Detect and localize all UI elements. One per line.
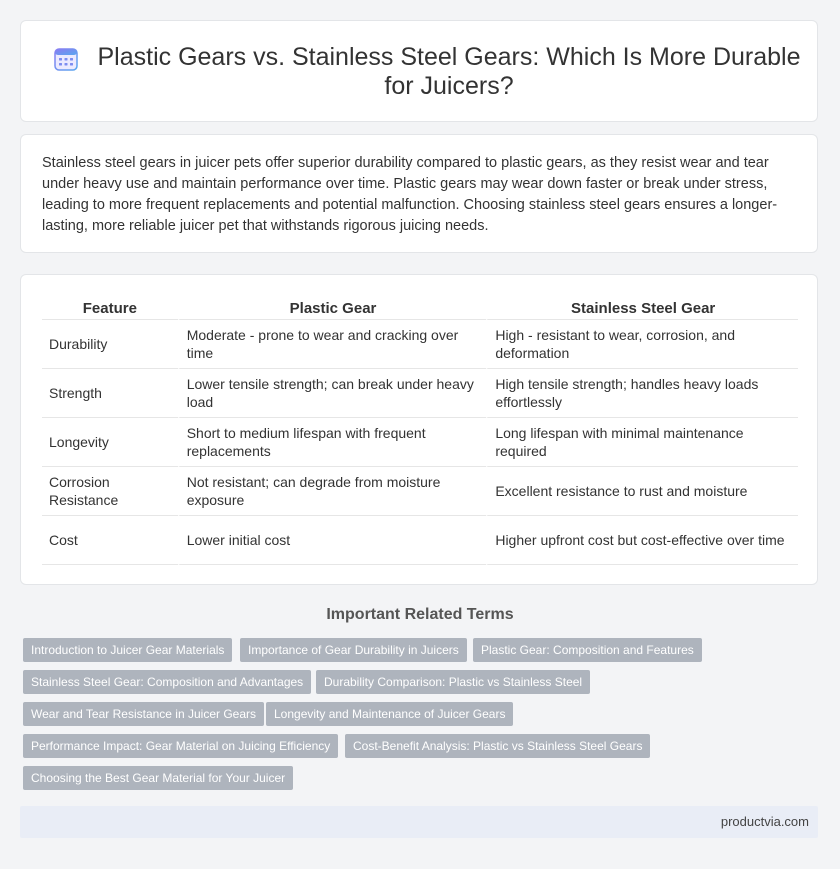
cell-steel: High tensile strength; handles heavy loads effortlessly [486,369,798,418]
cell-feature: Strength [42,369,178,418]
related-term-tag[interactable]: Longevity and Maintenance of Juicer Gears [266,702,513,726]
related-term-tag[interactable]: Stainless Steel Gear: Composition and Advantages [23,670,311,694]
header-stainless-steel-gear: Stainless Steel Gear [486,297,798,320]
calendar-icon [53,46,79,72]
page-title: Plastic Gears vs. Stainless Steel Gears: Which Is More Durable for Juicers? [97,43,801,100]
table-row [42,516,798,565]
table-row [42,467,798,516]
cell-steel: Long lifespan with minimal maintenance required [486,418,798,467]
intro-paragraph: Stainless steel gears in juicer pets offer superior durability compared to plastic gears, as they resist wear and tear under heavy use and maintain performance over time. Plastic gears may wear down faster or break under stress, leading to more frequent replacements and potential malfunction. Choosing stainless steel gears ensures a longer-lasting, more reliable juicer pet that withstands rigorous juicing needs. [42,155,778,234]
related-term-tag[interactable]: Performance Impact: Gear Material on Juicing Efficiency [23,734,338,758]
related-term-tag[interactable]: Durability Comparison: Plastic vs Stainless Steel [316,670,590,694]
cell-steel: High - resistant to wear, corrosion, and deformation [486,320,798,369]
intro-card [20,134,818,253]
cell-plastic: Moderate - prone to wear and cracking over time [178,320,487,369]
related-term-tag[interactable]: Wear and Tear Resistance in Juicer Gears [23,702,264,726]
related-term-tag[interactable]: Importance of Gear Durability in Juicers [240,638,467,662]
cell-plastic: Short to medium lifespan with frequent replacements [178,418,487,467]
cell-plastic: Lower initial cost [178,516,487,565]
related-term-tag[interactable]: Plastic Gear: Composition and Features [473,638,702,662]
table-row [42,320,798,369]
cell-plastic: Lower tensile strength; can break under heavy load [178,369,487,418]
table-row [42,418,798,467]
cell-plastic: Not resistant; can degrade from moisture exposure [178,467,487,516]
related-term-tag[interactable]: Choosing the Best Gear Material for Your Juicer [23,766,293,790]
cell-steel: Higher upfront cost but cost-effective over time [486,516,798,565]
table-header-row [42,297,798,320]
cell-feature: Durability [42,320,178,369]
header-card [20,20,818,122]
cell-feature: Longevity [42,418,178,467]
comparison-table [42,297,798,565]
cell-steel: Excellent resistance to rust and moisture [486,467,798,516]
cell-feature: Corrosion Resistance [42,467,178,516]
comparison-card [20,274,818,585]
header-feature: Feature [42,297,178,320]
footer [20,806,818,838]
related-term-tag[interactable]: Cost-Benefit Analysis: Plastic vs Stainless Steel Gears [345,734,650,758]
table-row [42,369,798,418]
related-terms-title: Important Related Terms [326,606,514,623]
header-plastic-gear: Plastic Gear [178,297,487,320]
footer-brand[interactable]: productvia.com [720,814,809,829]
related-term-tag[interactable]: Introduction to Juicer Gear Materials [23,638,232,662]
cell-feature: Cost [42,516,178,565]
